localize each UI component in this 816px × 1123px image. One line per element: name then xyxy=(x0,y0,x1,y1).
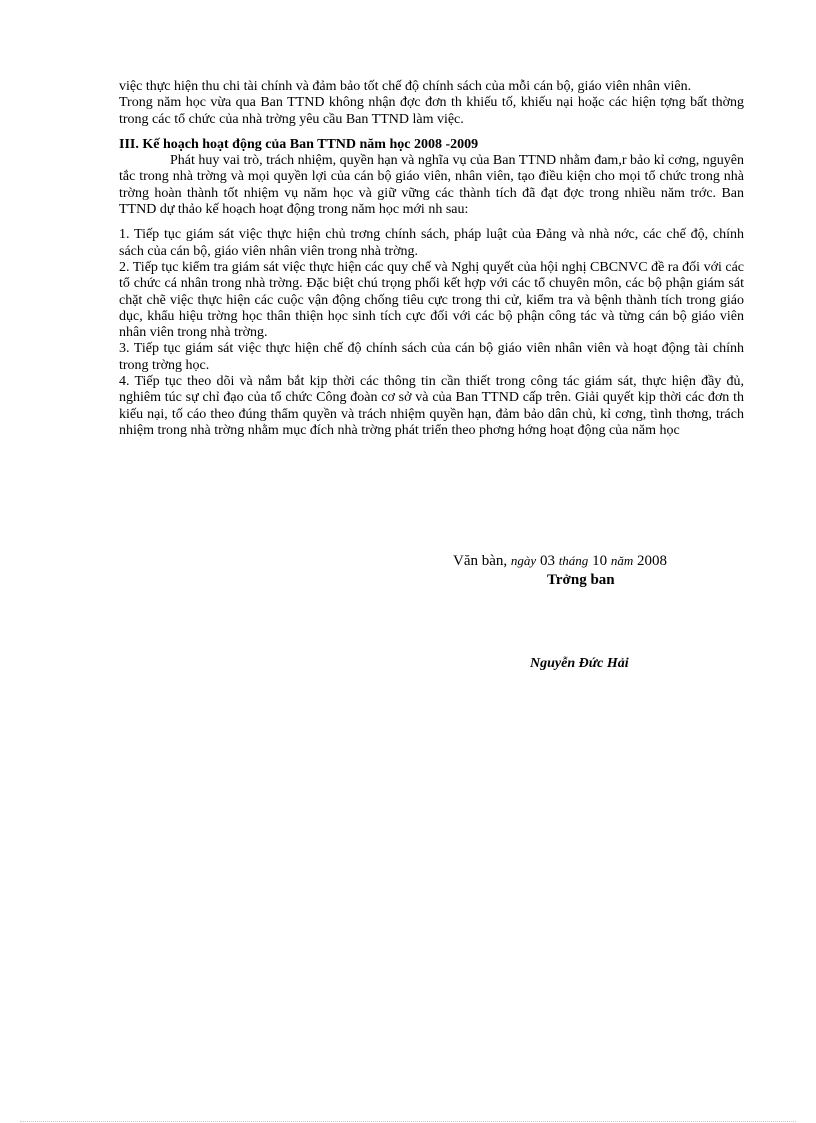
date-thang-word: tháng xyxy=(558,553,589,568)
date-day: 03 xyxy=(539,553,555,569)
list-item-4: 4. Tiếp tục theo dõi và nắm bắt kịp thời các thông tin cần thiết trong công tác giám sát, thực hiện đầy đủ, nghiêm túc sự chỉ đạo của tổ chức Công đoàn cơ sở và của Ban TTND cấp trên. Giải quyết kịp thời các đơn th kiếu nại, tố cáo theo đúng thẩm quyền và trách nhiệm quyền hạn, đảm bảo dân chủ, kỉ cơng, tình thơng, trách nhiệm trong nhà trờng nhằm mục đích nhà trờng phát triển theo phơng hớng hoạt động của năm học xyxy=(119,374,744,438)
date-year: 2008 xyxy=(636,553,667,569)
paragraph-finance: việc thực hiện thu chi tài chính và đảm bảo tốt chế độ chính sách của mỗi cán bộ, giáo viên nhân viên. xyxy=(119,79,692,94)
date-ngay-word: ngày xyxy=(510,553,537,568)
paragraph-plan-intro: Phát huy vai trò, trách nhiệm, quyền hạn và nghĩa vụ của Ban TTND nhằm đam,r bảo kỉ cơng, nguyên tắc trong nhà trờng và mọi quyền lợi của cán bộ giáo viên, nhân viên, tạo điều kiện cho mọi tổ chức trong nhà trờng hoàn thành tốt nhiệm vụ năm học và giữ vững các thành tích đã đạt đợc trong nhiều năm trớc. Ban TTND dự thảo kế hoạch hoạt động trong năm học mới nh sau: xyxy=(119,153,744,218)
page-bottom-divider xyxy=(20,1121,796,1122)
signature-title: Trởng ban xyxy=(547,572,615,588)
list-item-1: 1. Tiếp tục giám sát việc thực hiện chủ trơng chính sách, pháp luật của Đảng và nhà nớc, các chế độ, chính sách của cán bộ, giáo viên nhân viên trong nhà trờng. xyxy=(119,227,744,259)
signature-date-line xyxy=(453,552,667,570)
date-nam-word: năm xyxy=(610,553,634,568)
list-item-2: 2. Tiếp tục kiểm tra giám sát việc thực hiện các quy chế và Nghị quyết của hội nghị CBCNVC đề ra đối với các tổ chức cá nhân trong nhà trờng. Đặc biệt chú trọng phối kết hợp với các tổ chuyên môn, các bộ phận giám sát chặt chẽ việc thực hiện các cuộc vận động chống tiêu cực trong thi cử, kiểm tra và bệnh thành tích trong giáo dục, khẩu hiệu trờng học thân thiện học sinh tích cực đối với các bộ phận công tác và từng cán bộ giáo viên nhân viên trong nhà trờng. xyxy=(119,259,745,341)
signature-place: Văn bàn, xyxy=(453,553,508,569)
section-heading-plan: III. Kế hoạch hoạt động của Ban TTND năm học 2008 -2009 xyxy=(119,136,479,152)
list-item-3: 3. Tiếp tục giám sát việc thực hiện chế độ chính sách của cán bộ giáo viên nhân viên và hoạt động tài chính trong trờng học. xyxy=(119,341,744,373)
date-month: 10 xyxy=(592,553,608,569)
document-body xyxy=(119,79,744,439)
paragraph-no-complaints: Trong năm học vừa qua Ban TTND không nhận đợc đơn th khiếu tố, khiếu nại hoặc các hiện tợng bất thờng trong các tổ chức của nhà trờng yêu cầu Ban TTND làm việc. xyxy=(119,95,744,127)
signature-name: Nguyễn Đức Hải xyxy=(530,656,629,671)
